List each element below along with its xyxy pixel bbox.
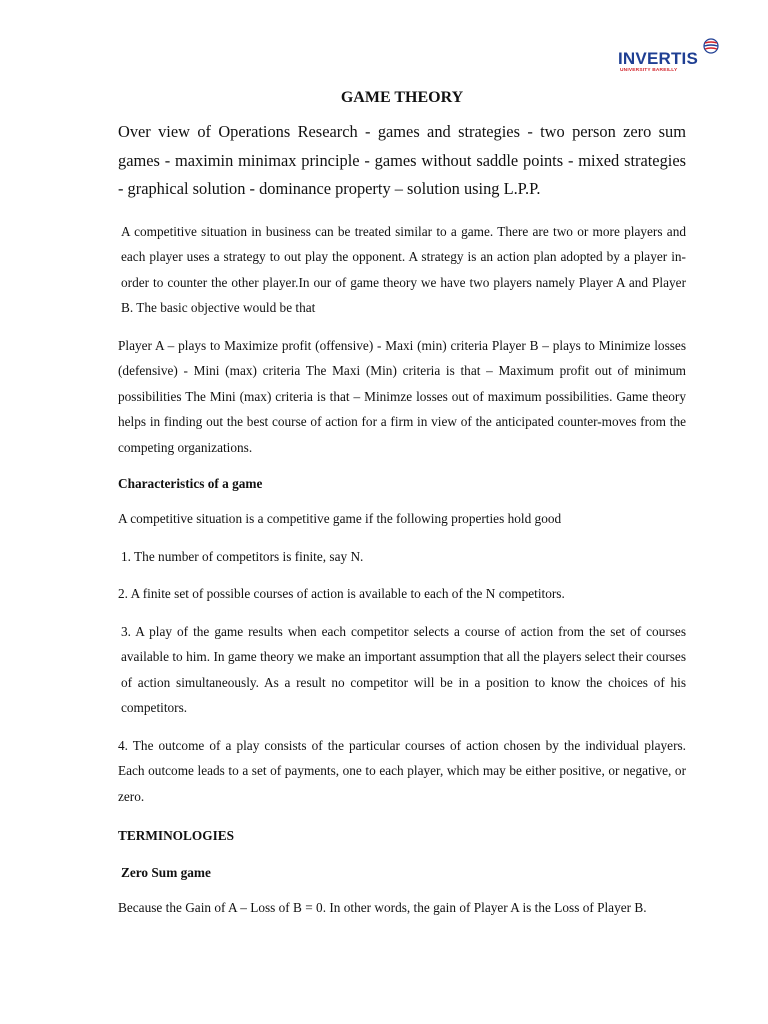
university-logo [614,36,724,76]
characteristics-lead: A competitive situation is a competitive game if the following properties hold good [118,511,562,526]
overview-paragraph: Over view of Operations Research - games and strategies - two person zero sum games - maximin minimax principle - games without saddle points - mixed strategies - graphical solution - dominance property – solution using L.P.P. [118,122,686,198]
list-item: 4. The outcome of a play consists of the particular courses of action chosen by the individual players. Each outcome leads to a set of payments, one to each player, which may be either positive, or negative, or zero. [118,737,686,804]
globe-icon [703,38,719,54]
logo-wordmark: INVERTIS [618,49,699,68]
list-item: 3. A play of the game results when each competitor selects a course of action from the set of courses available to him. In game theory we make an important assumption that all the players select their courses of action simultaneously. As a result no competitor will be in a position to know the choices of his competitors. [121,623,686,715]
zero-sum-text: Because the Gain of A – Loss of B = 0. In other words, the gain of Player A is the Loss of Player B. [118,900,647,915]
characteristics-heading: Characteristics of a game [118,476,263,491]
document-body [118,88,686,921]
terminologies-heading: TERMINOLOGIES [118,828,235,843]
page-title: GAME THEORY [340,89,464,106]
players-paragraph: Player A – plays to Maximize profit (offensive) - Maxi (min) criteria Player B – plays to Minimize losses (defensive) - Mini (max) criteria The Maxi (Min) criteria is that – Maximum profit out of minimum possibilities The Mini (max) criteria is that – Minimze losses out of maximum possibilities. Game theory helps in finding out the best course of action for a firm in view of the anticipated counter-moves from the competing organizations. [118,337,686,455]
list-item: 1. The number of competitors is finite, say N. [121,548,364,564]
logo-subtitle: UNIVERSITY BAREILLY [620,68,678,73]
intro-paragraph: A competitive situation in business can be treated similar to a game. There are two or more players and each player uses a strategy to out play the opponent. A strategy is an action plan adopted by a player in-order to counter the other player.In our of game theory we have two players namely Player A and Player B. The basic objective would be that [121,223,686,315]
zero-sum-heading: Zero Sum game [121,865,211,880]
list-item: 2. A finite set of possible courses of action is available to each of the N competitors. [118,586,565,601]
